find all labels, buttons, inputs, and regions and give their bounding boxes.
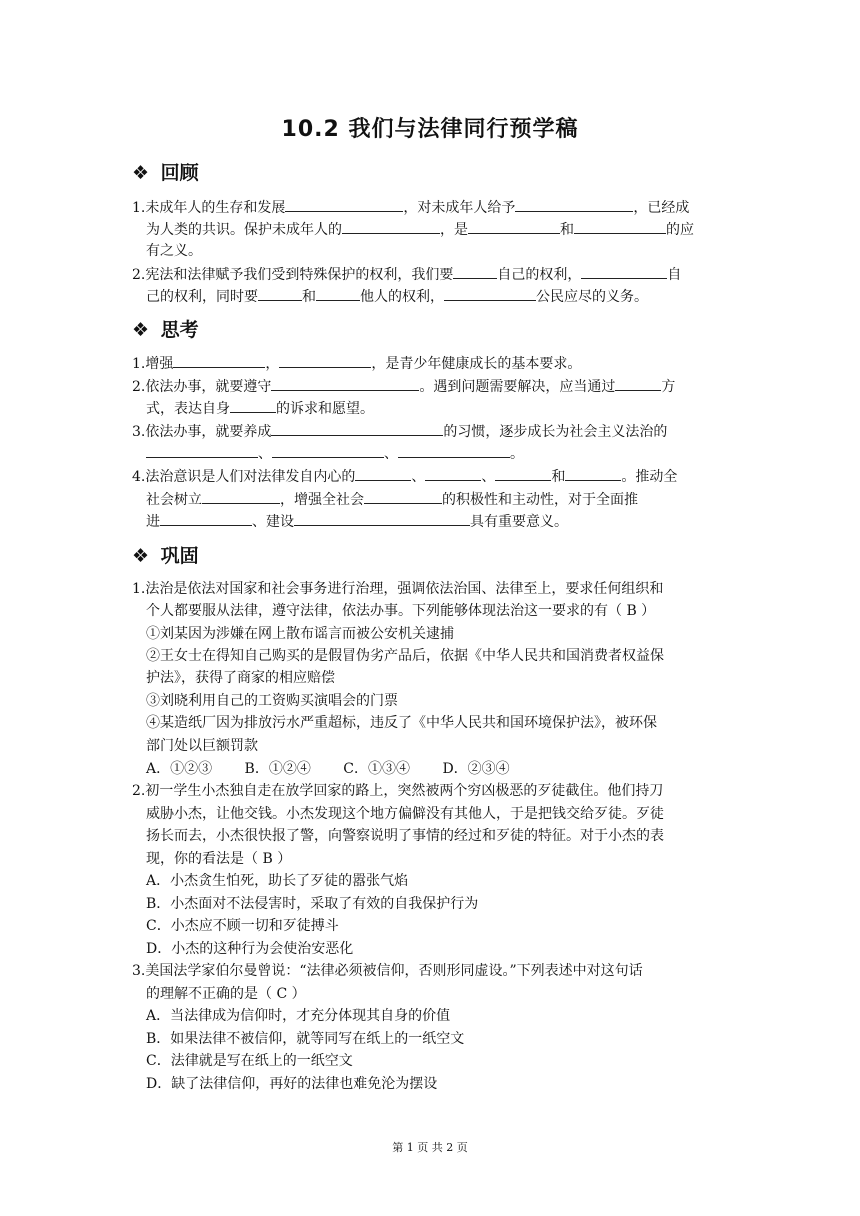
text: 2.依法办事，就要遵守: [132, 379, 272, 395]
blank: [230, 398, 276, 413]
think-q2-line1: [132, 376, 736, 396]
blank: [565, 466, 621, 481]
text: ，对未成年人给予: [403, 200, 516, 216]
blank: [272, 443, 384, 458]
think-q3-line1: [132, 421, 736, 441]
q3-stem-line2: 的理解不正确的是（ C ）: [146, 986, 306, 1002]
text: 社会树立: [146, 492, 202, 508]
blank: [468, 219, 560, 234]
page-footer: 第 1 页 共 2 页: [392, 1141, 468, 1154]
q2-stem-line1: 2.初一学生小杰独自走在放学回家的路上，突然被两个穷凶极恶的歹徒截住。他们持刀: [132, 783, 664, 799]
text: 有之义。: [146, 243, 202, 259]
blank: [444, 286, 536, 301]
text: 4.法治意识是人们对法律发自内心的: [132, 469, 356, 485]
text: 方: [661, 379, 676, 395]
q2-option-c: C．小杰应不顾一切和歹徒搏斗: [146, 918, 339, 934]
review-q1-line3: [146, 241, 750, 261]
blank: [355, 466, 411, 481]
text: 自己的权利，: [497, 267, 582, 283]
q2-option-d: D．小杰的这种行为会使治安恶化: [146, 941, 354, 957]
text: 。推动全: [621, 469, 678, 485]
text: 2.宪法和法律赋予我们受到特殊保护的权利，我们要: [132, 267, 454, 283]
diamond-bullet-icon: ❖: [132, 545, 150, 567]
q3-option-b: B．如果法律不被信仰，就等同写在纸上的一纸空文: [146, 1031, 465, 1047]
blank: [615, 376, 661, 391]
text: 。遇到问题需要解决，应当通过: [419, 379, 616, 395]
text: ，: [265, 356, 280, 372]
think-q4-line1: [132, 466, 736, 486]
q1-statement-2: ②王女士在得知自己购买的是假冒伪劣产品后，依据《中华人民共和国消费者权益保: [146, 648, 664, 664]
blank: [515, 197, 633, 212]
q3-stem-line1: 3.美国法学家伯尔曼曾说：“法律必须被信仰，否则形同虚设。”下列表述中对这句话: [132, 963, 643, 979]
text: 他人的权利，: [360, 289, 444, 305]
text: 的习惯，逐步成长为社会主义法治的: [443, 424, 668, 440]
section-heading-review: [132, 160, 199, 186]
text: 的积极性和主动性，对于全面推: [442, 492, 638, 508]
q3-option-c: C．法律就是写在纸上的一纸空文: [146, 1053, 353, 1069]
q1-statement-4-cont: 部门处以巨额罚款: [146, 738, 258, 754]
text: 和: [551, 469, 566, 485]
blank: [316, 286, 360, 301]
think-q3-line2: [146, 443, 750, 463]
section-label: 思考: [160, 319, 199, 341]
text: 、: [411, 469, 426, 485]
q1-stem-line2: 个人都要服从法律，遵守法律，依法办事。下列能够体现法治这一要求的有（ B ）: [146, 603, 656, 619]
review-q2-line2: [146, 286, 750, 306]
text: 3.依法办事，就要养成: [132, 424, 272, 440]
review-q2-line1: [132, 264, 736, 284]
q1-statement-4: ④某造纸厂因为排放污水严重超标，违反了《中华人民共和国环境保护法》，被环保: [146, 715, 657, 731]
text: 1.未成年人的生存和发展: [132, 200, 286, 216]
q1-statement-2-cont: 护法》，获得了商家的相应赔偿: [146, 670, 335, 686]
blank: [173, 353, 265, 368]
q2-stem-line4: 现，你的看法是（ B ）: [146, 851, 292, 867]
text: 式，表达自身: [146, 401, 230, 417]
text: 具有重要意义。: [470, 514, 568, 530]
review-q1-line1: [132, 197, 736, 217]
diamond-bullet-icon: ❖: [132, 319, 150, 341]
q3-option-a: A．当法律成为信仰时，才充分体现其自身的价值: [146, 1008, 451, 1024]
text: ，是青少年健康成长的基本要求。: [371, 356, 582, 372]
q2-stem-line2: 威胁小杰，让他交钱。小杰发现这个地方偏僻没有其他人，于是把钱交给歹徒。歹徒: [146, 806, 664, 822]
blank: [258, 286, 302, 301]
section-label: 回顾: [160, 162, 199, 184]
think-q4-line2: [146, 489, 750, 509]
blank: [364, 489, 442, 504]
q1-statement-1: ①刘某因为涉嫌在网上散布谣言而被公安机关逮捕: [146, 626, 454, 642]
text: 自: [667, 267, 682, 283]
section-heading-think: [132, 317, 199, 343]
text: ，已经成: [633, 200, 690, 216]
think-q1-line: [132, 353, 736, 373]
text: 、建设: [252, 514, 294, 530]
q2-stem-line3: 扬长而去，小杰很快报了警，向警察说明了事情的经过和歹徒的特征。对于小杰的表: [146, 828, 664, 844]
text: 、: [258, 446, 272, 462]
blank: [279, 353, 371, 368]
text: ，增强全社会: [280, 492, 364, 508]
text: 公民应尽的义务。: [536, 289, 648, 305]
blank: [398, 443, 510, 458]
q1-statement-3: ③刘晓利用自己的工资购买演唱会的门票: [146, 693, 398, 709]
think-q4-line3: [146, 511, 750, 531]
text: 、: [384, 446, 398, 462]
blank: [581, 264, 667, 279]
text: 的应: [666, 222, 694, 238]
blank: [495, 466, 551, 481]
text: ，是: [440, 222, 468, 238]
blank: [425, 466, 481, 481]
section-heading-consolidate: [132, 543, 199, 569]
text: 的诉求和愿望。: [276, 401, 374, 417]
text: 己的权利，同时要: [146, 289, 258, 305]
q1-choices: A．①②③ B．①②④ C．①③④ D．②③④: [146, 761, 510, 777]
text: 1.增强: [132, 356, 174, 372]
text: 进: [146, 514, 160, 530]
text: 、: [481, 469, 496, 485]
text: 为人类的共识。保护未成年人的: [146, 222, 342, 238]
q2-option-a: A．小杰贪生怕死，助长了歹徒的嚣张气焰: [146, 873, 409, 889]
blank: [202, 489, 280, 504]
blank: [342, 219, 440, 234]
blank: [146, 443, 258, 458]
think-q2-line2: [146, 398, 750, 418]
text: 。: [510, 446, 524, 462]
page-title: 10.2 我们与法律同行预学稿: [281, 117, 579, 142]
review-q1-line2: [146, 219, 750, 239]
section-label: 巩固: [160, 545, 199, 567]
blank: [574, 219, 666, 234]
diamond-bullet-icon: ❖: [132, 162, 150, 184]
blank: [453, 264, 497, 279]
text: 和: [302, 289, 316, 305]
blank: [271, 376, 419, 391]
q2-option-b: B．小杰面对不法侵害时，采取了有效的自我保护行为: [146, 896, 479, 912]
blank: [271, 421, 443, 436]
q3-option-d: D．缺了法律信仰，再好的法律也难免沦为摆设: [146, 1076, 438, 1092]
blank: [285, 197, 403, 212]
q1-stem-line1: 1.法治是依法对国家和社会事务进行治理，强调依法治国、法律至上，要求任何组织和: [132, 581, 664, 597]
text: 和: [560, 222, 574, 238]
blank: [294, 511, 470, 526]
blank: [160, 511, 252, 526]
